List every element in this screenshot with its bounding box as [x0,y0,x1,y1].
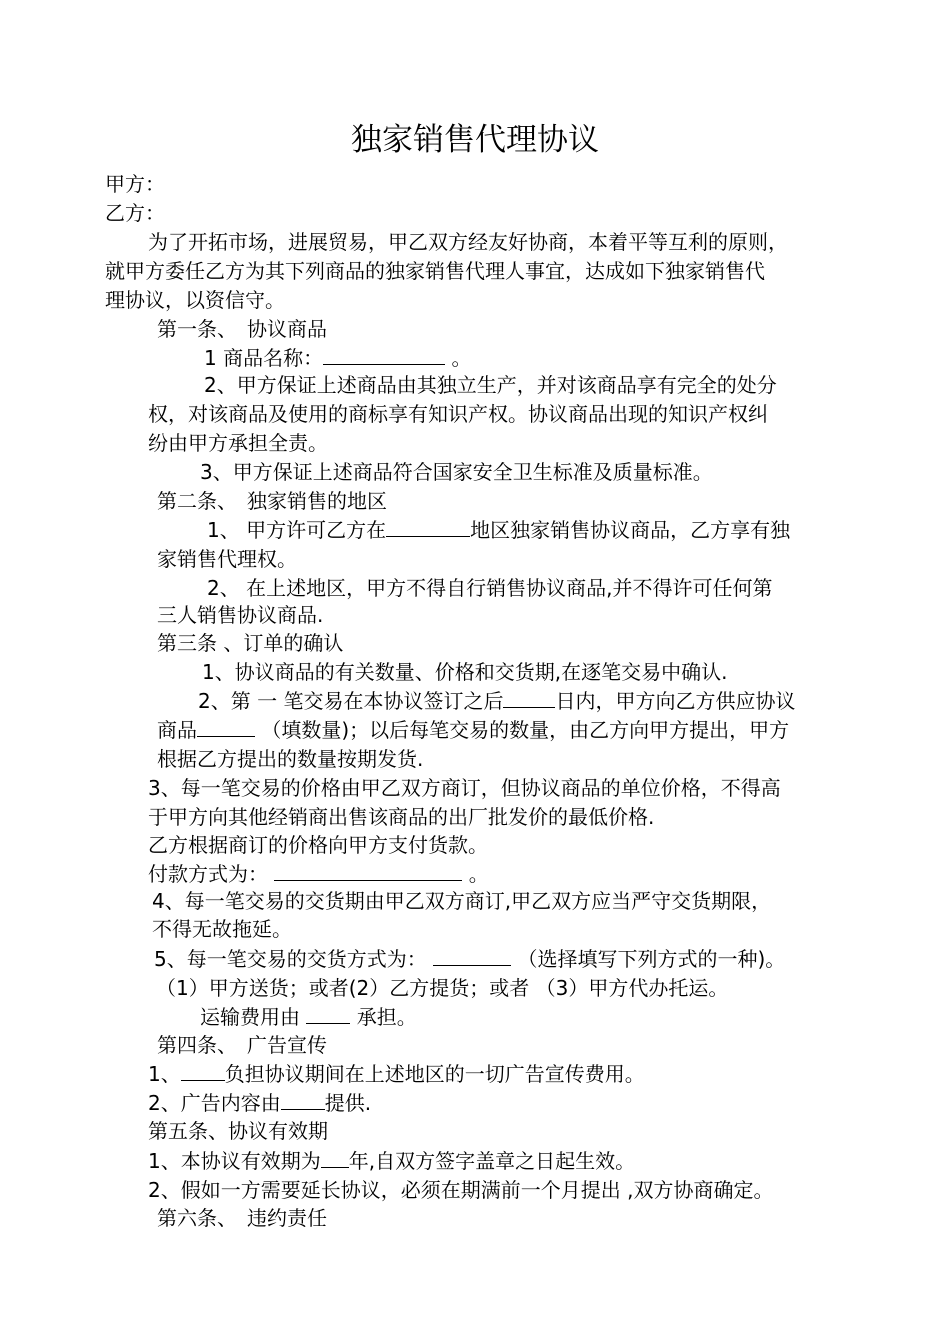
intro-line: 就甲方委任乙方为其下列商品的独家销售代理人事宜，达成如下独家销售代 [105,259,765,283]
article-2-item-1-line-2: 家销售代理权。 [157,547,297,571]
product-name-blank[interactable] [323,346,445,365]
ad-content-provider-blank[interactable] [281,1091,325,1110]
party-a-label: 甲方： [105,172,165,196]
article-2-item-1: 1、 甲方许可乙方在 地区独家销售协议商品，乙方享有独 [207,518,791,542]
first-delivery-days-blank[interactable] [503,689,555,708]
region-blank[interactable] [386,518,470,537]
article-4-heading: 第四条、 广告宣传 [157,1033,327,1057]
document-title: 独家销售代理协议 [351,122,599,158]
payment-method: 付款方式为： 。 [148,862,489,886]
article-4-item-2: 2、广告内容由 提供. [148,1091,372,1115]
article-3-item-1: 1、协议商品的有关数量、价格和交货期,在逐笔交易中确认. [202,660,728,684]
article-3-item-3-line-2: 于甲方向其他经销商出售该商品的出厂批发价的最低价格. [148,805,655,829]
article-3-heading: 第三条 、订单的确认 [157,631,344,655]
party-b-label: 乙方： [105,201,165,225]
article-5-heading: 第五条、协议有效期 [148,1119,328,1143]
intro-line: 为了开拓市场，进展贸易，甲乙双方经友好协商，本着平等互利的原则， [148,230,788,254]
article-3-item-3: 3、每一笔交易的价格由甲乙双方商订，但协议商品的单位价格，不得高 [148,776,781,800]
freight-payer-blank[interactable] [306,1005,350,1024]
intro-line: 理协议，以资信守。 [105,288,285,312]
quantity-blank[interactable] [197,718,255,737]
term-years-blank[interactable] [321,1149,349,1168]
article-5-item-1: 1、本协议有效期为 年,自双方签字盖章之日起生效。 [148,1149,636,1173]
article-3-item-2: 2、第 一 笔交易在本协议签订之后 日内，甲方向乙方供应协议 [198,689,796,713]
article-1-item-2-line: 权，对该商品及使用的商标享有知识产权。协议商品出现的知识产权纠 [148,402,768,426]
article-2-item-2-line-2: 三人销售协议商品. [157,603,324,627]
article-5-item-2: 2、假如一方需要延长协议，必须在期满前一个月提出 ,双方协商确定。 [148,1178,774,1202]
article-2-heading: 第二条、 独家销售的地区 [157,489,387,513]
payment-line: 乙方根据商订的价格向甲方支付货款。 [148,833,488,857]
payment-method-blank[interactable] [274,862,462,881]
article-3-item-2-line-3: 根据乙方提出的数量按期发货. [157,747,424,771]
article-1-heading: 第一条、 协议商品 [157,317,327,341]
advertising-payer-blank[interactable] [181,1062,225,1081]
article-1-item-1: 1 商品名称： 。 [204,346,472,370]
article-1-item-2-line: 2、甲方保证上述商品由其独立生产，并对该商品享有完全的处分 [204,373,777,397]
article-3-item-4: 4、每一笔交易的交货期由甲乙双方商订,甲乙双方应当严守交货期限， [152,889,772,913]
article-3-item-5: 5、每一笔交易的交货方式为： （选择填写下列方式的一种)。 [154,947,786,971]
article-1-item-3: 3、甲方保证上述商品符合国家安全卫生标准及质量标准。 [200,460,713,484]
delivery-method-blank[interactable] [433,947,511,966]
article-3-item-2-line-2: 商品 （填数量)；以后每笔交易的数量，由乙方向甲方提出，甲方 [157,718,790,742]
article-4-item-1: 1、 负担协议期间在上述地区的一切广告宣传费用。 [148,1062,645,1086]
article-1-item-2-line: 纷由甲方承担全责。 [148,431,328,455]
freight-line: 运输费用由 承担。 [200,1005,417,1029]
article-6-heading: 第六条、 违约责任 [157,1206,327,1230]
delivery-options: （1）甲方送货；或者(2）乙方提货；或者 （3）甲方代办托运。 [156,976,729,1000]
article-2-item-2: 2、 在上述地区，甲方不得自行销售协议商品,并不得许可任何第 [207,576,773,600]
article-3-item-4-line-2: 不得无故拖延。 [152,917,292,941]
